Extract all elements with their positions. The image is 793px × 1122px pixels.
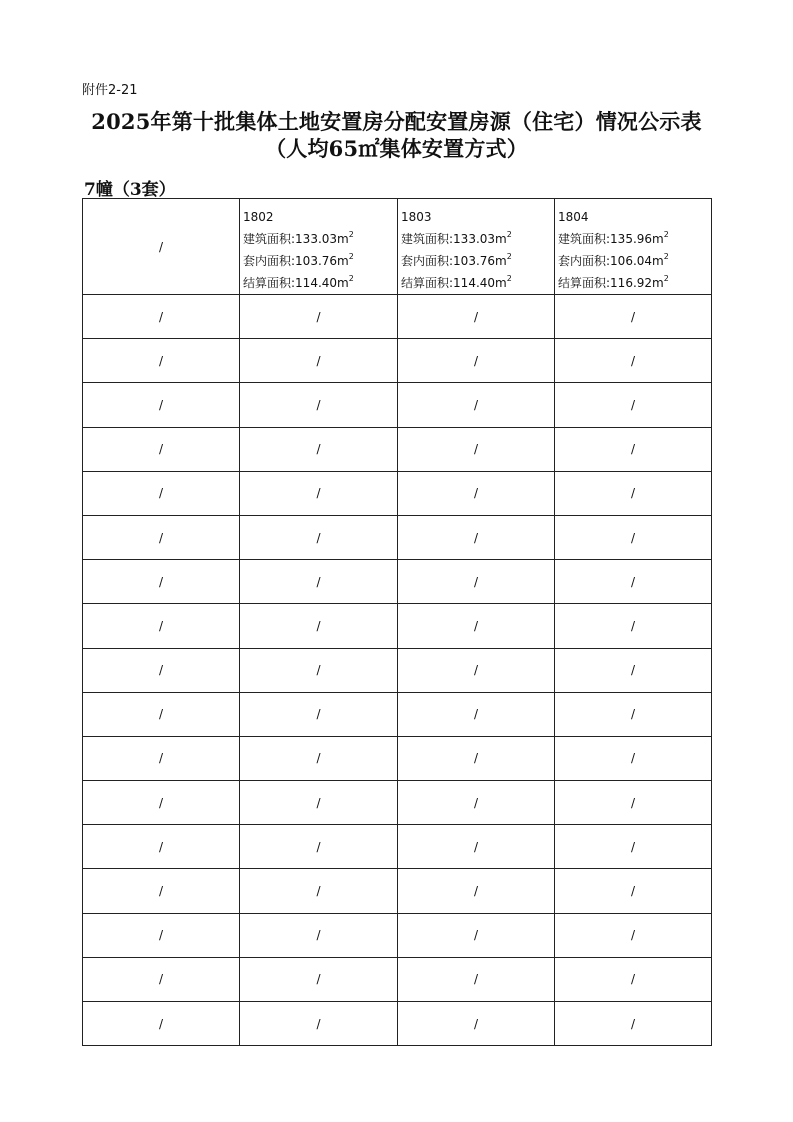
header-row [83, 199, 712, 295]
empty-mark: / [316, 884, 321, 899]
empty-mark: / [630, 972, 636, 987]
empty-mark: / [158, 884, 164, 899]
empty-mark: / [630, 442, 636, 457]
table-row [83, 648, 712, 692]
empty-cell [555, 825, 712, 869]
empty-cell [398, 427, 555, 471]
empty-mark: / [158, 530, 164, 545]
empty-mark: / [630, 884, 636, 899]
empty-mark: / [473, 442, 479, 457]
empty-cell [83, 560, 240, 604]
building-area-line: 建筑面积$:135.96m^2$ [558, 230, 669, 246]
empty-mark: / [158, 663, 164, 678]
empty-cell [83, 1002, 240, 1046]
empty-cell [398, 515, 555, 559]
empty-cell [555, 604, 712, 648]
table-row [83, 339, 712, 383]
table-row [83, 515, 712, 559]
subtitle-prefix: （人均65 [265, 136, 359, 161]
empty-mark: / [316, 795, 321, 810]
empty-cell [83, 515, 240, 559]
table-row [83, 471, 712, 515]
empty-mark: / [316, 839, 321, 854]
empty-mark: / [630, 486, 636, 501]
empty-cell [83, 869, 240, 913]
subtitle-unit: ㎡ [358, 136, 380, 161]
table-row [83, 869, 712, 913]
empty-mark: / [316, 353, 321, 368]
empty-mark: / [158, 972, 164, 987]
empty-cell [83, 295, 240, 339]
table-row [83, 427, 712, 471]
empty-cell [83, 471, 240, 515]
building-area-line: 建筑面积$:133.03m^2$ [243, 230, 354, 246]
page-subtitle [0, 133, 793, 163]
empty-cell [83, 957, 240, 1001]
table-row [83, 913, 712, 957]
empty-mark: / [473, 530, 479, 545]
empty-mark: / [630, 839, 636, 854]
empty-cell [398, 825, 555, 869]
empty-cell [83, 339, 240, 383]
empty-cell [83, 427, 240, 471]
empty-mark: / [630, 530, 636, 545]
empty-cell [398, 604, 555, 648]
empty-cell [555, 957, 712, 1001]
empty-cell [240, 692, 398, 736]
empty-cell [83, 199, 240, 295]
empty-mark: / [630, 397, 636, 412]
empty-mark: / [158, 795, 164, 810]
empty-mark: / [158, 618, 164, 633]
empty-cell [83, 825, 240, 869]
settlement-area-line: 结算面积$:114.40m^2$ [401, 274, 512, 290]
empty-mark: / [316, 707, 321, 722]
building-label: 7幢（3套） [84, 180, 176, 200]
empty-mark: / [158, 928, 164, 943]
empty-cell [555, 339, 712, 383]
empty-cell [555, 560, 712, 604]
empty-mark: / [316, 486, 321, 501]
empty-cell [83, 736, 240, 780]
empty-mark: / [158, 1016, 164, 1031]
empty-cell [83, 604, 240, 648]
table-row [83, 692, 712, 736]
empty-mark: / [158, 397, 164, 412]
empty-cell [555, 515, 712, 559]
subtitle-suffix: 集体安置方式） [379, 136, 528, 161]
empty-cell [398, 692, 555, 736]
page-title: 2025年第十批集体土地安置房分配安置房源（住宅）情况公示表 [91, 109, 702, 134]
empty-cell [240, 295, 398, 339]
empty-cell [240, 648, 398, 692]
table-row [83, 295, 712, 339]
empty-mark: / [473, 574, 479, 589]
unit-cell-1803 [398, 199, 555, 295]
table-row [83, 825, 712, 869]
empty-mark: / [630, 309, 636, 324]
empty-cell [240, 825, 398, 869]
empty-mark: / [158, 707, 164, 722]
empty-mark: / [158, 239, 164, 254]
empty-mark: / [630, 1016, 636, 1031]
empty-mark: / [316, 618, 321, 633]
empty-cell [240, 1002, 398, 1046]
empty-cell [398, 1002, 555, 1046]
empty-mark: / [316, 309, 321, 324]
empty-cell [555, 869, 712, 913]
empty-mark: / [630, 574, 636, 589]
empty-cell [83, 781, 240, 825]
empty-cell [240, 471, 398, 515]
unit-cell-1802 [240, 199, 398, 295]
empty-cell [555, 781, 712, 825]
empty-mark: / [473, 884, 479, 899]
empty-mark: / [158, 751, 164, 766]
empty-mark: / [316, 663, 321, 678]
empty-mark: / [158, 309, 164, 324]
empty-mark: / [630, 618, 636, 633]
table-row [83, 383, 712, 427]
inner-area-line: 套内面积$:103.76m^2$ [401, 252, 512, 268]
empty-mark: / [473, 397, 479, 412]
empty-mark: / [473, 663, 479, 678]
settlement-area-line: 结算面积$:114.40m^2$ [243, 274, 354, 290]
empty-mark: / [158, 486, 164, 501]
empty-cell [240, 736, 398, 780]
empty-cell [555, 692, 712, 736]
empty-cell [555, 1002, 712, 1046]
empty-mark: / [158, 839, 164, 854]
table-row [83, 957, 712, 1001]
empty-cell [240, 957, 398, 1001]
empty-cell [240, 427, 398, 471]
empty-cell [555, 736, 712, 780]
empty-mark: / [473, 707, 479, 722]
empty-cell [398, 471, 555, 515]
table-row [83, 560, 712, 604]
empty-cell [240, 913, 398, 957]
empty-mark: / [630, 663, 636, 678]
empty-cell [83, 913, 240, 957]
unit-cell-1804 [555, 199, 712, 295]
empty-cell [83, 383, 240, 427]
empty-cell [240, 869, 398, 913]
unit-number: 1804 [558, 210, 589, 224]
empty-cell [398, 957, 555, 1001]
empty-mark: / [316, 574, 321, 589]
empty-cell [398, 648, 555, 692]
table-row [83, 1002, 712, 1046]
attachment-label: 附件2-21 [82, 83, 138, 98]
empty-mark: / [316, 928, 321, 943]
empty-cell [240, 339, 398, 383]
empty-cell [398, 869, 555, 913]
empty-cell [555, 648, 712, 692]
empty-cell [240, 560, 398, 604]
empty-cell [240, 604, 398, 648]
table-row [83, 604, 712, 648]
empty-cell [398, 383, 555, 427]
empty-cell [83, 648, 240, 692]
inner-area-line: 套内面积$:106.04m^2$ [558, 252, 669, 268]
housing-table [82, 198, 712, 1046]
empty-mark: / [473, 1016, 479, 1031]
empty-mark: / [473, 751, 479, 766]
empty-cell [555, 295, 712, 339]
empty-mark: / [158, 353, 164, 368]
empty-cell [398, 736, 555, 780]
empty-cell [555, 427, 712, 471]
unit-number: 1802 [243, 210, 274, 224]
empty-cell [240, 781, 398, 825]
empty-cell [555, 383, 712, 427]
empty-mark: / [316, 442, 321, 457]
empty-cell [398, 339, 555, 383]
empty-mark: / [316, 972, 321, 987]
empty-mark: / [630, 353, 636, 368]
empty-mark: / [316, 1016, 321, 1031]
empty-cell [240, 515, 398, 559]
empty-cell [555, 471, 712, 515]
empty-mark: / [473, 839, 479, 854]
empty-mark: / [630, 928, 636, 943]
empty-mark: / [158, 574, 164, 589]
table-row [83, 781, 712, 825]
empty-cell [398, 295, 555, 339]
empty-cell [240, 383, 398, 427]
inner-area-line: 套内面积$:103.76m^2$ [243, 252, 354, 268]
empty-mark: / [473, 353, 479, 368]
empty-mark: / [473, 972, 479, 987]
empty-mark: / [316, 751, 321, 766]
empty-cell [398, 781, 555, 825]
empty-mark: / [473, 309, 479, 324]
empty-mark: / [473, 618, 479, 633]
unit-number: 1803 [401, 210, 432, 224]
empty-cell [555, 913, 712, 957]
empty-mark: / [158, 442, 164, 457]
empty-mark: / [316, 397, 321, 412]
empty-mark: / [473, 486, 479, 501]
building-area-line: 建筑面积$:133.03m^2$ [401, 230, 512, 246]
empty-mark: / [316, 530, 321, 545]
empty-cell [398, 560, 555, 604]
settlement-area-line: 结算面积$:116.92m^2$ [558, 274, 669, 290]
empty-mark: / [473, 928, 479, 943]
empty-mark: / [630, 707, 636, 722]
empty-cell [83, 692, 240, 736]
empty-mark: / [630, 795, 636, 810]
empty-mark: / [630, 751, 636, 766]
empty-mark: / [473, 795, 479, 810]
empty-cell [398, 913, 555, 957]
table-row [83, 736, 712, 780]
